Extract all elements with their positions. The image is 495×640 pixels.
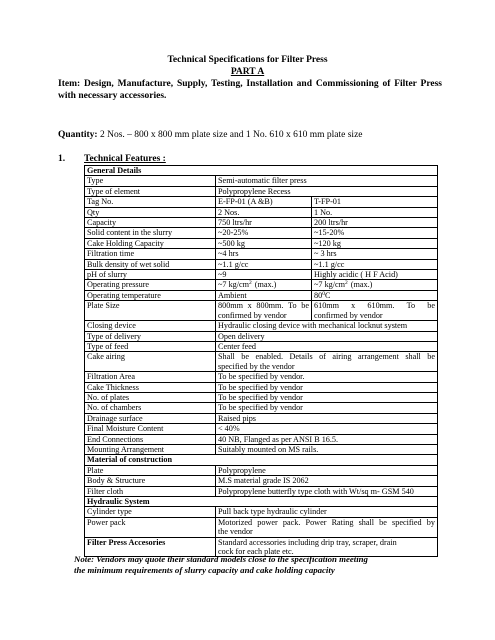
word: Power <box>305 517 327 527</box>
general-details-heading: General Details <box>85 166 438 176</box>
word: 800mm <box>218 301 244 311</box>
value-text: Ambient <box>218 290 247 300</box>
spec-value: Polypropylene butterfly type cloth with Wt/sq m- GSM 540 <box>216 486 438 496</box>
cell-line: specified by the vendor <box>218 361 295 371</box>
unit-text: C <box>324 290 331 300</box>
word: pack. <box>282 517 301 527</box>
spec-table-general <box>84 165 438 557</box>
spec-value-a <box>216 301 312 321</box>
spec-value-b: 200 ltrs/hr <box>312 218 438 228</box>
cell-line: the vendor <box>218 527 253 537</box>
table-row <box>85 238 438 248</box>
spec-value: Open delivery <box>216 331 438 341</box>
spec-label: Filtration time <box>85 249 216 259</box>
spec-value-b: ~120 kg <box>312 238 438 248</box>
spec-value: Suitably mounted on MS rails. <box>216 444 438 454</box>
quantity-value: 2 Nos. – 800 x 800 mm plate size and 1 No. 610 x 610 mm plate size <box>97 130 363 140</box>
word: shall <box>405 352 421 362</box>
word: of <box>319 352 326 362</box>
word: Motorized <box>218 517 253 527</box>
unit-text: (max.) <box>254 280 277 290</box>
spec-label: Cylinder type <box>85 507 216 517</box>
spec-label: Filtration Area <box>85 372 216 382</box>
item-description: Item: Design, Manufacture, Supply, Testing, Installation and Commissioning of Filter Press with necessary accessories. <box>58 79 442 101</box>
spec-label: Body & Structure <box>85 476 216 486</box>
spec-value: To be specified by vendor <box>216 403 438 413</box>
table-row <box>85 197 438 207</box>
spec-label: Power pack <box>85 517 216 537</box>
spec-value-a <box>216 280 312 290</box>
note-line: the minimum requirements of slurry capacity and cake holding capacity <box>74 565 335 575</box>
justified-line <box>218 301 309 310</box>
word: shall <box>358 517 375 527</box>
spec-value-a: E-FP-01 (A &B) <box>216 197 312 207</box>
spec-label: Drainage surface <box>85 413 216 423</box>
spec-label: Filter cloth <box>85 486 216 496</box>
hydraulic-heading: Hydraulic System <box>85 497 438 507</box>
spec-value: Semi-automatic filter press <box>216 176 438 186</box>
word: 800mm. <box>256 301 284 311</box>
spec-value: Raised pips <box>216 413 438 423</box>
spec-value-a: 2 Nos. <box>216 207 312 217</box>
spec-value: Hydraulic closing device with mechanical locknut system <box>216 321 438 331</box>
section-number: 1. <box>58 154 66 164</box>
note-line: Note: Vendors may quote their standard models close to the specification meeting <box>74 554 368 564</box>
word: enabled. <box>255 352 283 362</box>
cell-line: confirmed by vendor <box>314 310 383 320</box>
cell-line: Standard accessories including drip tray, scraper, drain <box>218 537 397 547</box>
word: airing <box>332 352 352 362</box>
value-text: 80 <box>314 290 323 300</box>
spec-label: Filter Press Accesories <box>85 537 216 557</box>
table-row <box>85 424 438 434</box>
quantity-line <box>58 130 363 141</box>
spec-label: Type of element <box>85 186 216 196</box>
word: be <box>241 352 250 362</box>
spec-value-a: 750 ltrs/hr <box>216 218 312 228</box>
spec-value <box>216 517 438 537</box>
spec-value: Pull back type hydraulic cylinder <box>216 507 438 517</box>
spec-value: M.S material grade IS 2062 <box>216 476 438 486</box>
word: x <box>351 301 356 311</box>
spec-label: pH of slurry <box>85 270 216 280</box>
spec-value-b: ~1.1 g/cc <box>312 259 438 269</box>
section-label: Technical Features : <box>84 154 166 164</box>
table-row <box>85 301 438 321</box>
spec-label: Mounting Arrangement <box>85 444 216 454</box>
table-row <box>85 517 438 537</box>
table-row <box>85 486 438 496</box>
table-row <box>85 444 438 454</box>
value-text: ~7 kg/cm <box>314 280 346 290</box>
table-row <box>85 207 438 217</box>
cell-line: confirmed by vendor <box>218 310 287 320</box>
table-row <box>85 507 438 517</box>
table-row <box>85 392 438 402</box>
spec-value: To be specified by vendor <box>216 382 438 392</box>
spec-label: Operating temperature <box>85 290 216 300</box>
table-heading-row <box>85 497 438 507</box>
spec-value-b <box>312 301 438 321</box>
word: be <box>427 352 435 362</box>
material-heading: Material of construction <box>85 455 438 465</box>
word: x <box>247 301 252 311</box>
spec-label: Closing device <box>85 321 216 331</box>
table-row <box>85 228 438 238</box>
spec-value: Center feed <box>216 341 438 351</box>
spec-label: Plate <box>85 465 216 475</box>
justified-line <box>314 301 435 310</box>
spec-value: 40 NB, Flanged as per ANSI B 16.5. <box>216 434 438 444</box>
table-heading-row <box>85 455 438 465</box>
section-heading <box>58 154 166 165</box>
word: Rating <box>331 517 354 527</box>
spec-value-b <box>312 290 438 300</box>
table-row <box>85 270 438 280</box>
spec-value-a: ~1.1 g/cc <box>216 259 312 269</box>
spec-label: Qty <box>85 207 216 217</box>
table-row <box>85 259 438 269</box>
spec-label: Type of delivery <box>85 331 216 341</box>
spec-value: Polypropylene Recess <box>216 186 438 196</box>
word: 610mm. <box>367 301 395 311</box>
value-text: ~7 kg/cm <box>218 280 250 290</box>
spec-value-a: ~4 hrs <box>216 249 312 259</box>
spec-value-a: ~9 <box>216 270 312 280</box>
spec-label: No. of chambers <box>85 403 216 413</box>
spec-value: To be specified by vendor <box>216 392 438 402</box>
table-row <box>85 280 438 290</box>
table-row <box>85 372 438 382</box>
table-row <box>85 413 438 423</box>
unit-text: (max.) <box>350 280 373 290</box>
part-heading: PART A <box>230 67 265 77</box>
spec-label: Operating pressure <box>85 280 216 290</box>
vendor-note <box>74 554 464 576</box>
spec-value-b: 1 No. <box>312 207 438 217</box>
justified-line <box>218 352 435 361</box>
superscript: 2 <box>345 280 348 287</box>
table-row <box>85 186 438 196</box>
table-row <box>85 476 438 486</box>
word: arrangement <box>357 352 399 362</box>
justified-line <box>218 518 435 527</box>
table-row <box>85 331 438 341</box>
document-title: Technical Specifications for Filter Press <box>167 55 328 65</box>
word: 610mm <box>314 301 340 311</box>
spec-label: Type <box>85 176 216 186</box>
word: Shall <box>218 352 235 362</box>
word: power <box>257 517 278 527</box>
table-row <box>85 434 438 444</box>
table-row <box>85 218 438 228</box>
spec-value-b: ~ 3 hrs <box>312 249 438 259</box>
spec-value: To be specified by vendor. <box>216 372 438 382</box>
table-heading-row <box>85 166 438 176</box>
table-row <box>85 321 438 331</box>
spec-value-a: ~20-25% <box>216 228 312 238</box>
word: be <box>301 301 309 311</box>
spec-label: Bulk density of wet solid <box>85 259 216 269</box>
spec-label: Cake airing <box>85 352 216 372</box>
word: be <box>427 301 435 311</box>
spec-label: End Connections <box>85 434 216 444</box>
spec-value: Polypropylene <box>216 465 438 475</box>
word: To <box>406 301 416 311</box>
spec-label: Capacity <box>85 218 216 228</box>
word: Details <box>289 352 313 362</box>
word: be <box>379 517 387 527</box>
table-row <box>85 403 438 413</box>
spec-value-b <box>312 280 438 290</box>
table-row <box>85 290 438 300</box>
spec-value: < 40% <box>216 424 438 434</box>
table-row <box>85 341 438 351</box>
spec-label: Solid content in the slurry <box>85 228 216 238</box>
spec-value-b: T-FP-01 <box>312 197 438 207</box>
spec-value-a: ~500 kg <box>216 238 312 248</box>
table-row <box>85 465 438 475</box>
quantity-label: Quantity: <box>58 130 98 140</box>
spec-label: Type of feed <box>85 341 216 351</box>
table-row <box>85 249 438 259</box>
word: by <box>426 517 435 527</box>
spec-value-a <box>216 290 312 300</box>
cell-line: cock for each plate etc. <box>218 547 294 557</box>
spec-value-b: Highly acidic ( H F Acid) <box>312 270 438 280</box>
superscript: 0 <box>322 290 325 297</box>
spec-value-b: ~15-20% <box>312 228 438 238</box>
word: specified <box>392 517 422 527</box>
table-row <box>85 176 438 186</box>
spec-value <box>216 352 438 372</box>
word: To <box>288 301 297 311</box>
spec-label: Plate Size <box>85 301 216 321</box>
spec-label: Final Moisture Content <box>85 424 216 434</box>
table-row <box>85 352 438 372</box>
spec-label: Cake Thickness <box>85 382 216 392</box>
spec-label: No. of plates <box>85 392 216 402</box>
superscript: 2 <box>249 280 252 287</box>
spec-label: Cake Holding Capacity <box>85 238 216 248</box>
table-row <box>85 382 438 392</box>
spec-label: Tag No. <box>85 197 216 207</box>
